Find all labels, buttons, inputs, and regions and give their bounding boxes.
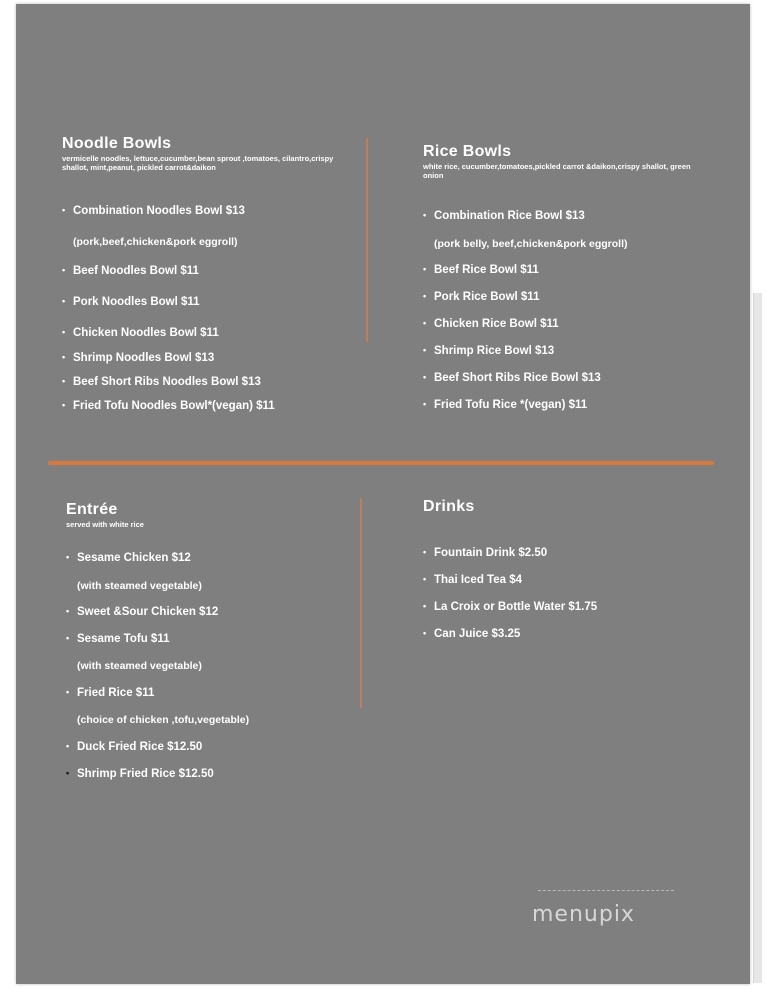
- menu-item: • Sweet &Sour Chicken $12: [66, 606, 219, 618]
- scrollbar[interactable]: [753, 293, 762, 983]
- menu-item: • Pork Noodles Bowl $11: [62, 296, 200, 308]
- menu-item: • Thai Iced Tea $4: [423, 574, 522, 586]
- menu-item: • Combination Rice Bowl $13: [423, 210, 585, 222]
- menu-item: • Beef Short Ribs Rice Bowl $13: [423, 372, 601, 384]
- menu-item: • Beef Rice Bowl $11: [423, 264, 539, 276]
- watermark-logo: [528, 890, 688, 950]
- noodle-bowls-title: Noodle Bowls: [62, 135, 172, 152]
- menu-item: • Fried Tofu Rice *(vegan) $11: [423, 399, 588, 411]
- rice-bowls-title: Rice Bowls: [423, 143, 512, 160]
- menu-item-note: (pork,beef,chicken&pork eggroll): [73, 236, 238, 248]
- entree-description: served with white rice: [66, 520, 144, 529]
- menu-item-note: (with steamed vegetable): [77, 580, 202, 592]
- menu-item: • Combination Noodles Bowl $13: [62, 205, 245, 217]
- menu-item: • Chicken Rice Bowl $11: [423, 318, 559, 330]
- drinks-section: [423, 498, 598, 640]
- menupix-logo: menupix: [532, 902, 635, 927]
- vertical-divider-top: [366, 138, 368, 342]
- menu-item: • Fountain Drink $2.50: [423, 547, 548, 559]
- menu-item: • La Croix or Bottle Water $1.75: [423, 601, 598, 613]
- menu-item: • Shrimp Fried Rice $12.50: [66, 768, 214, 780]
- menu-item: • Shrimp Noodles Bowl $13: [62, 352, 215, 364]
- menu-item: • Fried Tofu Noodles Bowl*(vegan) $11: [62, 400, 275, 412]
- menu-item: • Chicken Noodles Bowl $11: [62, 327, 219, 339]
- menu-item: • Shrimp Rice Bowl $13: [423, 345, 555, 357]
- menu-item: • Sesame Chicken $12: [66, 552, 191, 564]
- menu-item: • Fried Rice $11: [66, 687, 155, 699]
- horizontal-divider: [48, 461, 714, 465]
- menu-item: • Beef Short Ribs Noodles Bowl $13: [62, 376, 261, 388]
- menu-item: • Sesame Tofu $11: [66, 633, 170, 645]
- vertical-divider-bottom: [360, 498, 362, 708]
- menu-page: [16, 4, 750, 984]
- menu-item-note: (choice of chicken ,tofu,vegetable): [77, 714, 250, 726]
- entree-title: Entrée: [66, 501, 118, 518]
- menu-item: • Beef Noodles Bowl $11: [62, 265, 199, 277]
- menu-item-note: (with steamed vegetable): [77, 660, 202, 672]
- rice-bowls-description: white rice, cucumber,tomatoes,pickled carrot &daikon,crispy shallot, green onion: [423, 162, 691, 180]
- drinks-title: Drinks: [423, 498, 475, 515]
- menu-item: • Duck Fried Rice $12.50: [66, 741, 203, 753]
- menu-item-note: (pork belly, beef,chicken&pork eggroll): [434, 238, 628, 250]
- menu-item: • Can Juice $3.25: [423, 628, 521, 640]
- entree-section: [66, 501, 356, 780]
- menu-item: • Pork Rice Bowl $11: [423, 291, 540, 303]
- noodle-bowls-description: vermicelle noodles, lettuce,cucumber,bean sprout ,tomatoes, cilantro,crispy shallot, mint,peanut, pickled carrot&daikon: [62, 154, 334, 172]
- noodle-bowls-section: [62, 135, 352, 412]
- rice-bowls-section: [423, 143, 713, 411]
